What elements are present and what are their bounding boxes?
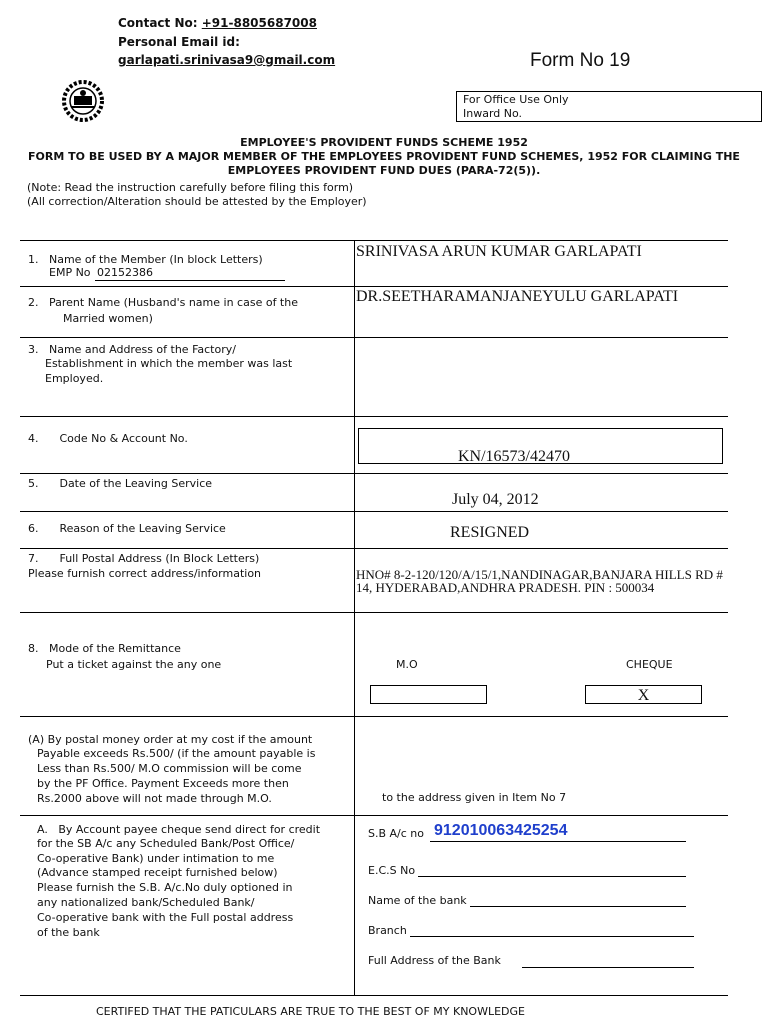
cheque-instruction-8: of the bank: [37, 926, 100, 939]
emp-no-underline: [95, 280, 285, 281]
sb-account-value: 912010063425254: [434, 822, 568, 839]
contact-number: +91-8805687008: [201, 16, 317, 30]
parent-name-value: DR.SEETHARAMANJANEYULU GARLAPATI: [356, 288, 679, 305]
row-divider: [20, 716, 728, 717]
note-instructions: (Note: Read the instruction carefully before filing this form): [27, 181, 354, 194]
contact-label: Contact No:: [118, 16, 198, 30]
cheque-instruction-7: Co-operative bank with the Full postal address: [37, 911, 294, 924]
establishment-label-cont2: Employed.: [45, 372, 104, 385]
member-name-value: SRINIVASA ARUN KUMAR GARLAPATI: [356, 243, 642, 260]
cheque-option-label: CHEQUE: [626, 658, 673, 671]
sb-account-label: S.B A/c no: [368, 827, 424, 840]
row-divider: [20, 612, 728, 613]
cheque-instruction-6: any nationalized bank/Scheduled Bank/: [37, 896, 255, 909]
postal-money-order-text-5: Rs.2000 above will not made through M.O.: [37, 792, 272, 805]
mo-checkbox[interactable]: [370, 685, 487, 704]
email-value: garlapati.srinivasa9@gmail.com: [118, 53, 336, 67]
postal-address-label: 7. Full Postal Address (In Block Letters): [28, 552, 260, 565]
inward-no-label: Inward No.: [463, 107, 523, 120]
row-divider: [20, 548, 728, 549]
form-description-cont: EMPLOYEES PROVIDENT FUND DUES (PARA-72(5)).: [227, 164, 541, 177]
row-divider: [20, 240, 728, 241]
note-attestation: (All correction/Alteration should be attested by the Employer): [27, 195, 367, 208]
row-divider: [20, 511, 728, 512]
scheme-title: EMPLOYEE'S PROVIDENT FUNDS SCHEME 1952: [240, 136, 528, 149]
branch-label: Branch: [368, 924, 407, 937]
postal-address-line2: 14, HYDERABAD,ANDHRA PRADESH. PIN : 500034: [356, 580, 655, 595]
ecs-line[interactable]: [418, 876, 686, 877]
cheque-instruction-3: Co-operative Bank) under intimation to me: [37, 852, 275, 865]
cheque-instruction-1: A. By Account payee cheque send direct for credit: [37, 823, 321, 836]
parent-name-label-cont: Married women): [63, 312, 153, 325]
leaving-reason-value: RESIGNED: [450, 524, 530, 541]
emp-no-value: 02152386: [97, 266, 153, 279]
cheque-instruction-2: for the SB A/c any Scheduled Bank/Post Office/: [37, 837, 295, 850]
row-divider: [20, 286, 728, 287]
emp-no-label: EMP No: [49, 266, 91, 279]
mo-option-label: M.O: [396, 658, 418, 671]
row-divider: [20, 995, 728, 996]
account-no-label: 4. Code No & Account No.: [28, 432, 188, 445]
cheque-checkmark: X: [637, 687, 650, 704]
postal-money-order-text-1: (A) By postal money order at my cost if the amount: [28, 733, 313, 746]
row-divider: [20, 473, 728, 474]
form-description: FORM TO BE USED BY A MAJOR MEMBER OF THE EMPLOYEES PROVIDENT FUND SCHEMES, 1952 FOR CLAIMING THE: [28, 150, 740, 163]
certification-statement: CERTIFED THAT THE PATICULARS ARE TRUE TO THE BEST OF MY KNOWLEDGE: [96, 1005, 525, 1018]
postal-address-note: Please furnish correct address/information: [28, 567, 262, 580]
account-no-value: KN/16573/42470: [458, 448, 570, 465]
establishment-label-cont: Establishment in which the member was last: [45, 357, 293, 370]
row-divider: [20, 337, 728, 338]
bank-address-label: Full Address of the Bank: [368, 954, 501, 967]
member-name-label: 1. Name of the Member (In block Letters): [28, 253, 263, 266]
remittance-mode-note: Put a ticket against the any one: [46, 658, 222, 671]
office-use-box: [456, 91, 762, 122]
parent-name-label: 2. Parent Name (Husband's name in case of the: [28, 296, 298, 309]
bank-address-line[interactable]: [522, 967, 694, 968]
office-use-label: For Office Use Only: [463, 93, 569, 106]
form-number: Form No 19: [530, 50, 631, 71]
leaving-date-value: July 04, 2012: [452, 491, 539, 508]
postal-money-order-text-4: by the PF Office. Payment Exceeds more then: [37, 777, 289, 790]
bank-name-line[interactable]: [470, 906, 686, 907]
branch-line[interactable]: [410, 936, 694, 937]
postal-money-order-text-3: Less than Rs.500/ M.O commission will be come: [37, 762, 302, 775]
address-reference: to the address given in Item No 7: [382, 791, 567, 804]
row-divider: [20, 815, 728, 816]
cheque-instruction-5: Please furnish the S.B. A/c.No duly optioned in: [37, 881, 293, 894]
leaving-reason-label: 6. Reason of the Leaving Service: [28, 522, 226, 535]
postal-address-line1: HNO# 8-2-120/120/A/15/1,NANDINAGAR,BANJARA HILLS RD #: [356, 567, 723, 582]
establishment-label: 3. Name and Address of the Factory/: [28, 343, 236, 356]
email-label: Personal Email id:: [118, 35, 240, 49]
bank-name-label: Name of the bank: [368, 894, 467, 907]
epf-logo: [54, 78, 112, 124]
column-divider: [354, 240, 355, 995]
row-divider: [20, 416, 728, 417]
cheque-instruction-4: (Advance stamped receipt furnished below): [37, 866, 278, 879]
contact-line: [118, 16, 317, 30]
leaving-date-label: 5. Date of the Leaving Service: [28, 477, 213, 490]
remittance-mode-label: 8. Mode of the Remittance: [28, 642, 181, 655]
sb-account-line[interactable]: [430, 841, 686, 842]
ecs-label: E.C.S No: [368, 864, 416, 877]
postal-money-order-text-2: Payable exceeds Rs.500/ (if the amount payable is: [37, 747, 316, 760]
